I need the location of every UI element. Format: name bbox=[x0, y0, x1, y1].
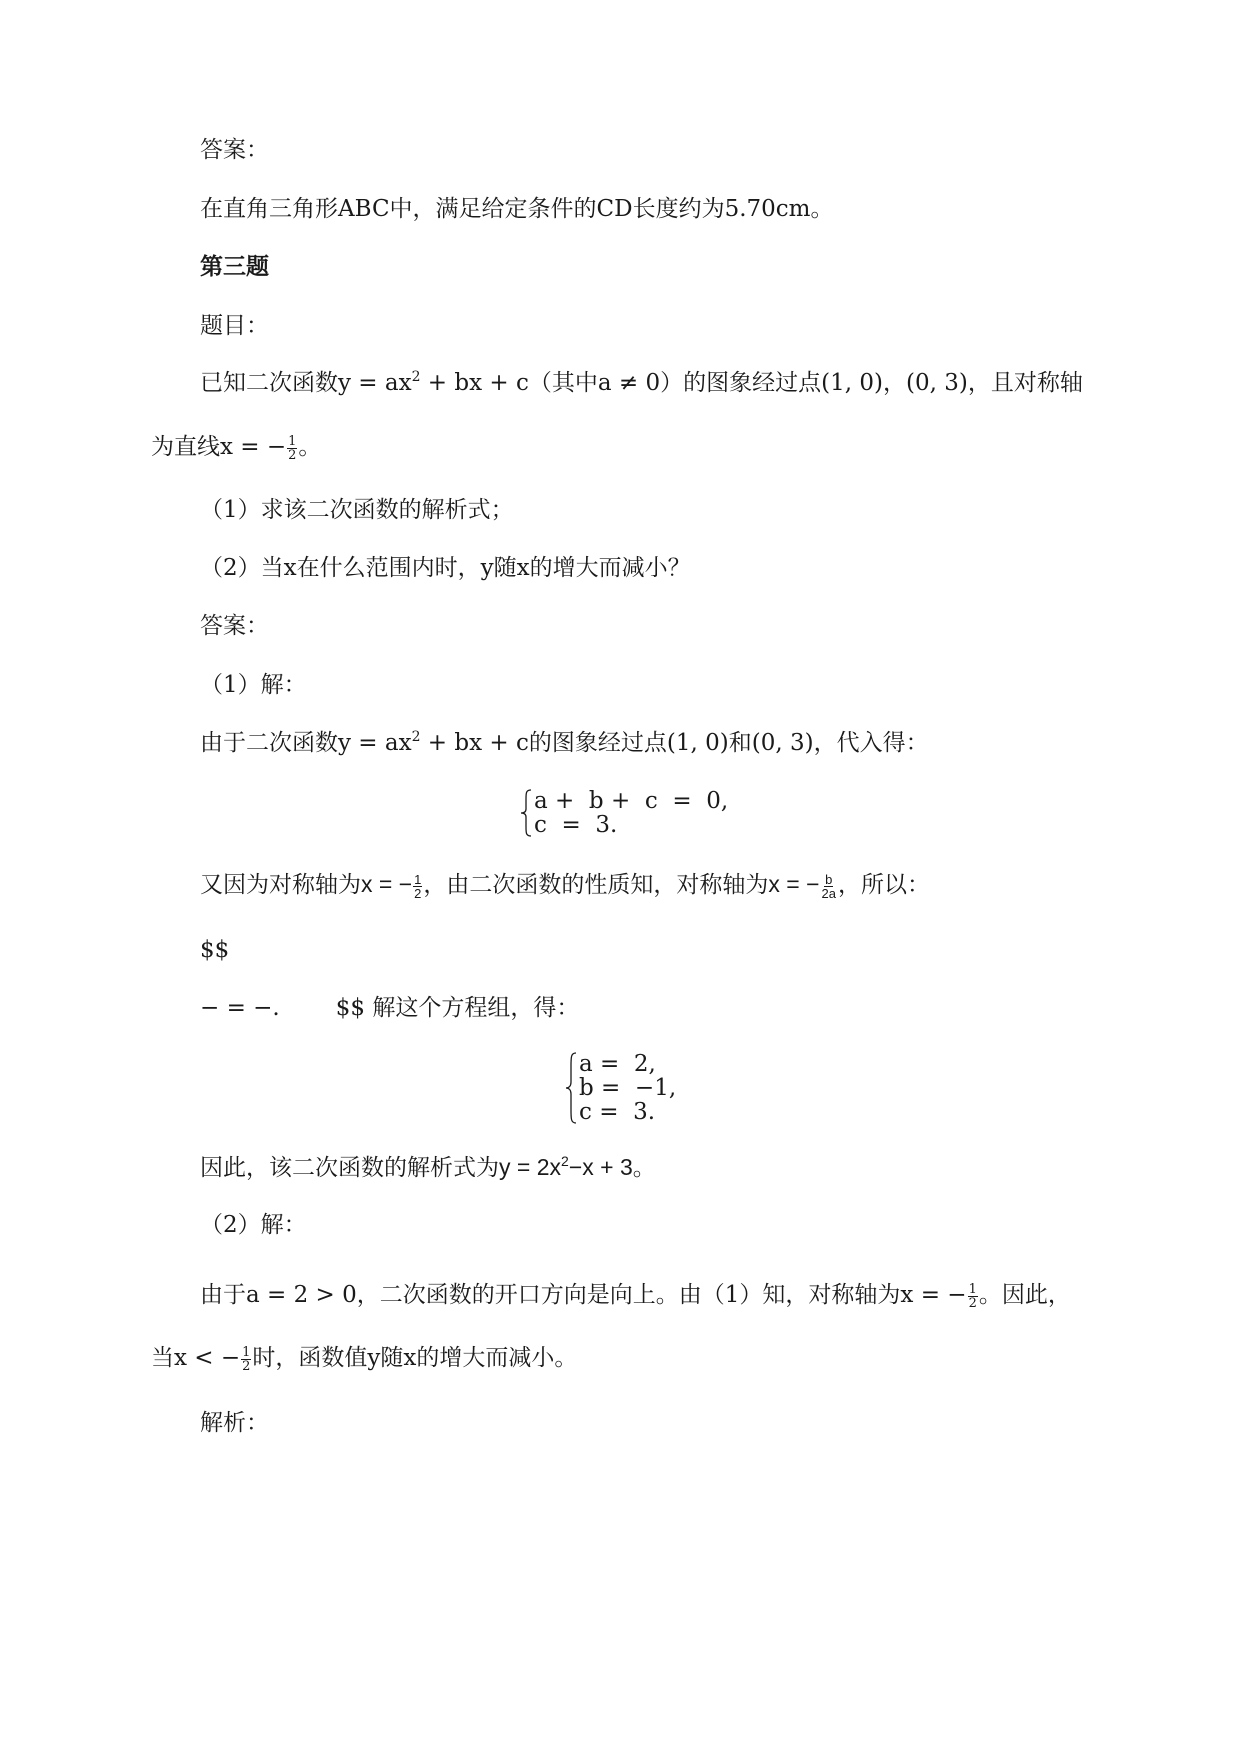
garbled-equation: − = −. bbox=[200, 995, 280, 1021]
fraction: $\frac{1}{2}$ bbox=[242, 1344, 251, 1374]
solution-line-4: 因此，该二次函数的解析式为$y = 2x^2-x + 3$。 bbox=[200, 1153, 656, 1181]
solution-line-6: 当x < − $\frac{1}{2}$ 时，函数值y随x的增大而减小。 bbox=[151, 1344, 578, 1374]
solution-line-2: 又因为对称轴为x = − $\frac{1}{2}$ ，由二次函数的性质知，对称轴为x = − $\frac{b}{2a}$ ，所以： bbox=[200, 871, 931, 901]
math-expression: a = 2 > 0 bbox=[246, 1282, 357, 1308]
text: 已知二次函数 bbox=[200, 370, 338, 396]
math-expression: $y = 2x^2-x + 3$ bbox=[499, 1153, 633, 1180]
equation-row: a = 2, bbox=[579, 1051, 656, 1077]
solution-line-1: 由于二次函数$y = ax^2$ + bx + c的图象经过点(1, 0)和(0, 3)，代入得： bbox=[200, 729, 929, 756]
equation-row: c = 3. bbox=[579, 1099, 656, 1125]
question-label: 题目： bbox=[200, 313, 269, 339]
math-expression: $y = ax^2$ + bx + c bbox=[338, 729, 529, 756]
math-expression: x < − bbox=[174, 1345, 241, 1371]
math-expression: x = − bbox=[900, 1282, 967, 1308]
answer-text-cd-length: 在直角三角形ABC中，满足给定条件的CD长度约为5.70cm。 bbox=[200, 196, 834, 222]
point-2: (0, 3) bbox=[905, 370, 968, 396]
point-1: (1, 0) bbox=[821, 370, 883, 396]
math-condition: a ≠ 0 bbox=[597, 370, 661, 396]
math-expression: $y = ax^2$ + bx + c bbox=[338, 369, 529, 396]
latex-delimiter: $$ bbox=[200, 937, 230, 963]
equation-system-1 bbox=[520, 789, 728, 837]
left-brace-icon bbox=[520, 789, 532, 837]
solution-1-label: （1）解： bbox=[200, 672, 307, 698]
answer-label-2: 答案： bbox=[200, 613, 269, 639]
question-line-2: 为直线x = − $\frac{1}{2}$ 。 bbox=[151, 433, 322, 463]
solution-2-label: （2）解： bbox=[200, 1212, 307, 1238]
math-expression: x = − bbox=[361, 871, 413, 897]
equation-row: a + b + c = 0, bbox=[534, 788, 729, 814]
sub-question-2: （2）当x在什么范围内时，y随x的增大而减小？ bbox=[200, 555, 691, 581]
sub-question-1: （1）求该二次函数的解析式； bbox=[200, 497, 514, 523]
left-brace-icon bbox=[565, 1052, 577, 1124]
fraction: $\frac{b}{2a}$ bbox=[821, 871, 837, 901]
solution-line-5: 由于a = 2 > 0，二次函数的开口方向是向上。由（1）知，对称轴为x = − $\frac{1}{2}$ 。因此， bbox=[200, 1281, 1071, 1311]
math-expression: x = − bbox=[768, 871, 820, 897]
math-expression: x = − bbox=[220, 434, 287, 460]
equation-row: c = 3. bbox=[534, 812, 618, 838]
question-line-1: 已知二次函数$y = ax^2$ + bx + c（其中a ≠ 0）的图象经过点(1, 0)，(0, 3)，且对称轴 bbox=[200, 369, 1083, 396]
section-heading: 第三题 bbox=[200, 253, 269, 280]
fraction: $\frac{1}{2}$ bbox=[968, 1281, 977, 1311]
fraction: $\frac{1}{2}$ bbox=[288, 433, 297, 463]
fraction: $\frac{1}{2}$ bbox=[414, 871, 422, 901]
answer-label-1: 答案： bbox=[200, 137, 269, 163]
equation-system-2 bbox=[565, 1052, 676, 1124]
equation-row: b = −1, bbox=[579, 1075, 677, 1101]
analysis-label: 解析： bbox=[200, 1410, 269, 1436]
solution-line-3: − = −. $$ 解这个方程组，得： bbox=[200, 995, 580, 1021]
